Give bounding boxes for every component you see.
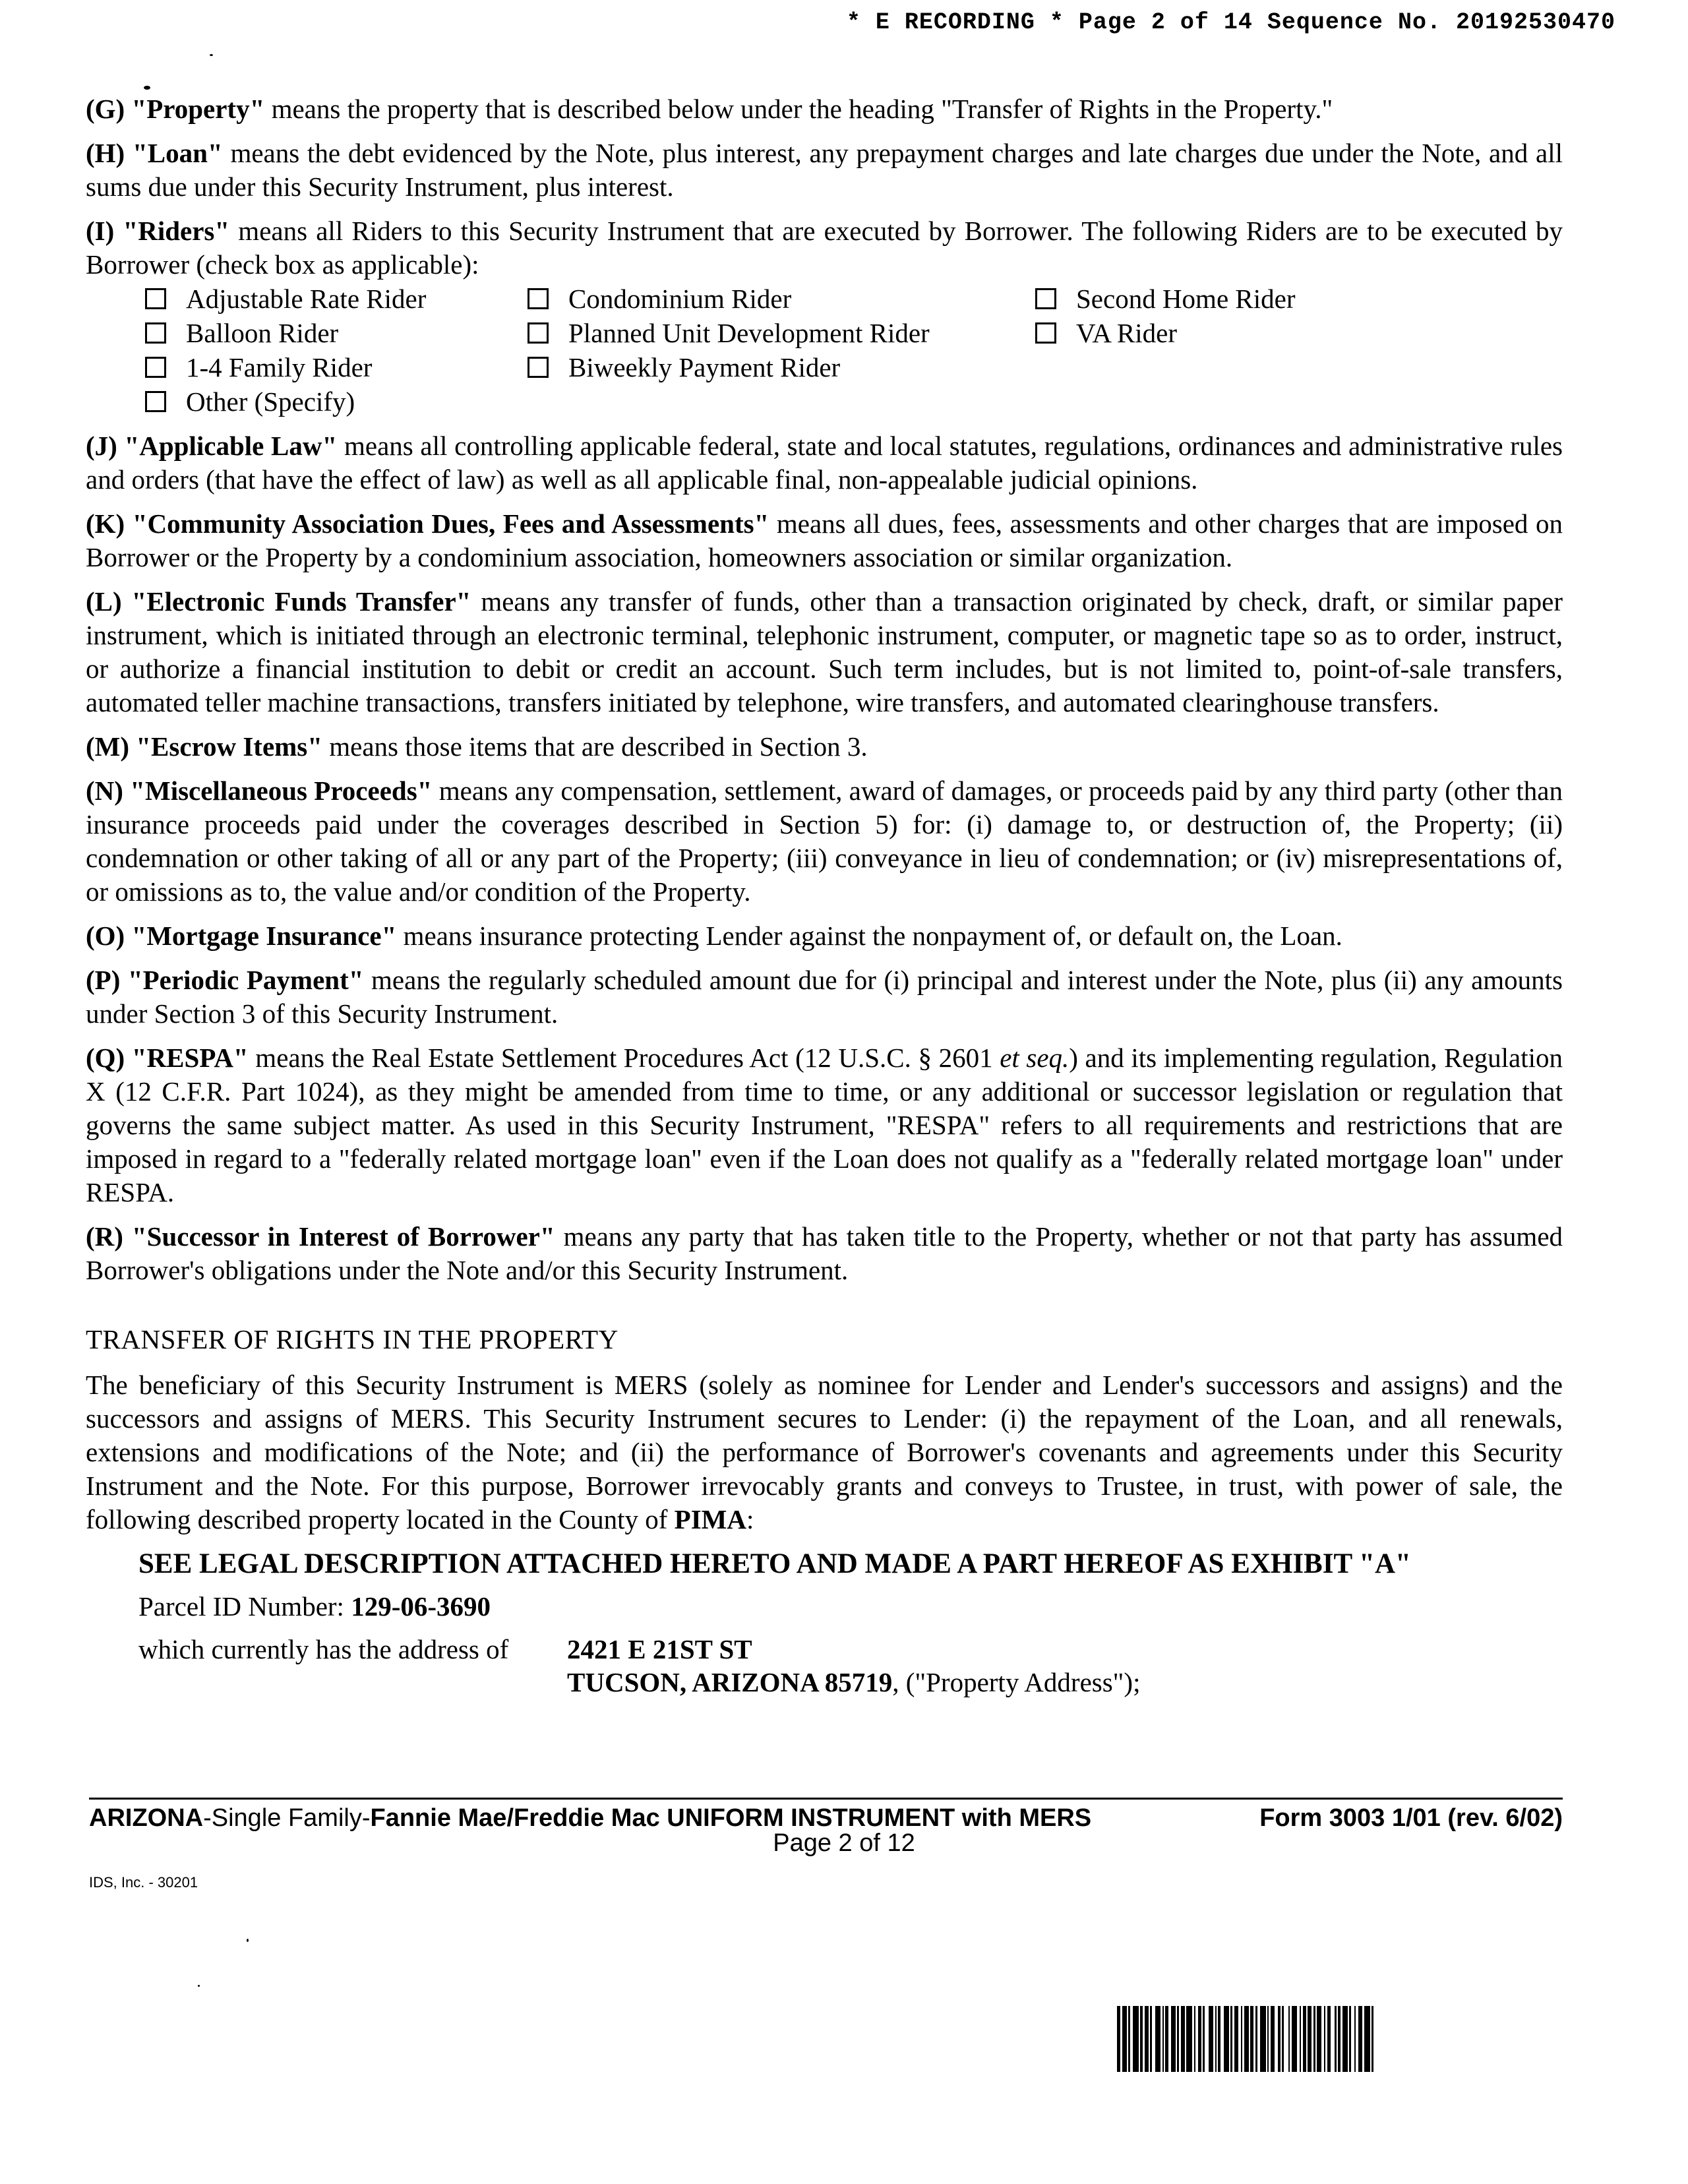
barcode-bar <box>1122 2006 1127 2072</box>
barcode-bar <box>1288 2006 1290 2072</box>
county-suffix: : <box>746 1504 754 1534</box>
rider-option[interactable] <box>145 384 528 419</box>
definition-text: means the property that is described below under the heading "Transfer of Rights in the Property." <box>264 94 1333 124</box>
checkbox[interactable] <box>528 357 549 378</box>
property-address <box>138 1633 1563 1699</box>
definition-text: means insurance protecting Lender against the nonpayment of, or default on, the Loan. <box>396 921 1342 951</box>
rider-label: Second Home Rider <box>1076 283 1296 314</box>
scan-speck <box>198 1985 200 1987</box>
definition-text: means the debt evidenced by the Note, plus interest, any prepayment charges and late charges due under the Note, and all sums due under this Security Instrument, plus interest. <box>86 138 1563 202</box>
scan-speck <box>247 1939 249 1942</box>
checkbox[interactable] <box>528 322 549 344</box>
scan-speck <box>210 54 213 56</box>
barcode-bar <box>1260 2006 1266 2072</box>
definition-riders <box>86 214 1563 282</box>
definition-property <box>86 92 1563 126</box>
footer-form-number: Form 3003 1/01 (rev. 6/02) <box>1259 1804 1563 1832</box>
checkbox[interactable] <box>528 288 549 309</box>
rider-label: Biweekly Payment Rider <box>568 351 841 382</box>
rider-label: 1-4 Family Rider <box>186 351 373 382</box>
term: (K) "Community Association Dues, Fees and Assessments" <box>86 508 769 539</box>
rider-label: Other (Specify) <box>186 386 355 417</box>
definition-text: means any party that has taken title to the Property, whether or not that party has assumed Borrower's obligations under the Note and/or this Security Instrument. <box>86 1221 1563 1285</box>
checkbox[interactable] <box>145 322 166 344</box>
barcode-bar <box>1324 2006 1325 2072</box>
checkbox[interactable] <box>145 357 166 378</box>
rider-option[interactable] <box>528 316 1035 350</box>
term: (O) "Mortgage Insurance" <box>86 921 397 951</box>
definition-text: means the Real Estate Settlement Procedures Act (12 U.S.C. § 2601 <box>248 1043 1000 1073</box>
barcode-bar <box>1255 2006 1257 2072</box>
county-name: PIMA <box>674 1504 746 1534</box>
barcode-bar <box>1282 2006 1284 2072</box>
footer-instrument: Fannie Mae/Freddie Mac UNIFORM INSTRUMENT with MERS <box>370 1804 1092 1832</box>
parcel-id <box>138 1590 1563 1623</box>
barcode-bar <box>1177 2006 1179 2072</box>
rider-label: Planned Unit Development Rider <box>568 317 930 348</box>
parcel-label: Parcel ID Number: <box>138 1591 351 1622</box>
address-lines <box>567 1633 1140 1699</box>
definition-text: ) and its implementing regulation, Regulation X (12 C.F.R. Part 1024), as they might be amended from time to time, or any additional or successor legislation or regulation that governs the same subject matter. As used in this Security Instrument, "RESPA" refers to all requirements and restrictions that are imposed in regard to a "federally related mortgage loan" even if the Loan does not qualify as a "federally related mortgage loan" under RESPA. <box>86 1043 1563 1207</box>
footer-state: ARIZONA <box>89 1804 204 1832</box>
checkbox[interactable] <box>145 288 166 309</box>
barcode-bar <box>1224 2006 1229 2072</box>
rider-option[interactable] <box>528 282 1035 316</box>
term: (J) "Applicable Law" <box>86 431 338 461</box>
term: (N) "Miscellaneous Proceeds" <box>86 775 433 806</box>
term: (I) "Riders" <box>86 216 230 246</box>
document-body <box>86 92 1563 1699</box>
barcode-bar <box>1215 2006 1217 2072</box>
barcode-bar <box>1250 2006 1253 2072</box>
barcode-bar <box>1271 2006 1275 2072</box>
recording-header: * E RECORDING * Page 2 of 14 Sequence No. 20192530470 <box>846 9 1615 36</box>
definition-successor-in-interest <box>86 1220 1563 1287</box>
barcode-bar <box>1308 2006 1311 2072</box>
legal-description: SEE LEGAL DESCRIPTION ATTACHED HERETO AND MADE A PART HEREOF AS EXHIBIT "A" <box>138 1548 1411 1579</box>
barcode-bar <box>1338 2006 1341 2072</box>
barcode-bar <box>1186 2006 1192 2072</box>
term: (L) "Electronic Funds Transfer" <box>86 586 471 617</box>
barcode-bar <box>1117 2006 1120 2072</box>
barcode-bar <box>1162 2006 1164 2072</box>
definition-text: means any compensation, settlement, award of damages, or proceeds paid by any third party (other than insurance proceeds paid under the coverages described in Section 5) for: (i) damage to, or destruction of, the Property; (ii) condemnation or other taking of all or any part of the Property; (iii) conveyance in lieu of condemnation; or (iv) misrepresentations of, or omissions as to, the value and/or condition of the Property. <box>86 775 1563 907</box>
barcode-bar <box>1155 2006 1160 2072</box>
term: (G) "Property" <box>86 94 265 124</box>
barcode-bar <box>1203 2006 1205 2072</box>
address-line-1: 2421 E 21ST ST <box>567 1634 752 1664</box>
footer-mid: -Single Family- <box>203 1804 371 1832</box>
rider-label: Condominium Rider <box>568 283 792 314</box>
barcode-bar <box>1171 2006 1176 2072</box>
definition-mortgage-insurance <box>86 919 1563 953</box>
barcode-bar <box>1234 2006 1238 2072</box>
definition-text: means all dues, fees, assessments and other charges that are imposed on Borrower or the Property by a condominium association, homeowners association or similar organization. <box>86 508 1563 572</box>
barcode-bar <box>1342 2006 1348 2072</box>
transfer-paragraph <box>86 1368 1563 1536</box>
footer-divider <box>89 1798 1563 1800</box>
barcode-bar <box>1292 2006 1297 2072</box>
barcode-bar <box>1209 2006 1213 2072</box>
address-suffix: , ("Property Address"); <box>892 1667 1141 1697</box>
definition-text: means all Riders to this Security Instrument that are executed by Borrower. The following Riders are to be executed by Borrower (check box as applicable): <box>86 216 1563 280</box>
term: (Q) "RESPA" <box>86 1043 249 1073</box>
checkbox[interactable] <box>1035 288 1056 309</box>
definition-escrow-items <box>86 730 1563 764</box>
rider-option[interactable] <box>145 282 528 316</box>
barcode-bar <box>1372 2006 1373 2072</box>
checkbox[interactable] <box>145 391 166 412</box>
definition-italic: et seq. <box>1000 1043 1070 1073</box>
checkbox[interactable] <box>1035 322 1056 344</box>
definition-text: means those items that are described in Section 3. <box>322 731 868 762</box>
definition-community-association <box>86 507 1563 574</box>
barcode-bar <box>1358 2006 1362 2072</box>
rider-option[interactable] <box>145 316 528 350</box>
barcode-bar <box>1241 2006 1242 2072</box>
barcode-bar <box>1145 2006 1149 2072</box>
definition-loan <box>86 136 1563 204</box>
footer-title <box>89 1804 1091 1833</box>
barcode-bar <box>1267 2006 1269 2072</box>
definition-text: means the regularly scheduled amount due for (i) principal and interest under the Note, plus (ii) any amounts under Section 3 of this Security Instrument. <box>86 965 1563 1029</box>
barcode-bar <box>1349 2006 1351 2072</box>
barcode-bar <box>1181 2006 1185 2072</box>
barcode-bar <box>1303 2006 1306 2072</box>
barcode-bar <box>1140 2006 1143 2072</box>
barcode-bar <box>1364 2006 1370 2072</box>
barcode-bar <box>1354 2006 1356 2072</box>
definition-applicable-law <box>86 429 1563 497</box>
barcode-bar <box>1218 2006 1221 2072</box>
barcode-image <box>1117 2006 1563 2072</box>
barcode-bar <box>1335 2006 1337 2072</box>
term: (H) "Loan" <box>86 138 223 168</box>
barcode-bar <box>1317 2006 1321 2072</box>
barcode-bar <box>1300 2006 1301 2072</box>
footer-page-number: Page 2 of 12 <box>773 1829 915 1857</box>
rider-option[interactable] <box>1035 316 1431 350</box>
definition-text: means any transfer of funds, other than a transaction originated by check, draft, or similar paper instrument, which is initiated through an electronic terminal, telephonic instrument, computer, or magnetic tape so as to order, instruct, or authorize a financial institution to debit or credit an account. Such term includes, but is not limited to, point-of-sale transfers, automated teller machine transactions, transfers initiated by telephone, wire transfers, and automated clearinghouse transfers. <box>86 586 1563 717</box>
scan-speck <box>144 86 150 90</box>
barcode-bar <box>1133 2006 1139 2072</box>
definition-electronic-funds-transfer <box>86 585 1563 719</box>
rider-label: VA Rider <box>1076 317 1178 348</box>
rider-label: Balloon Rider <box>186 317 339 348</box>
barcode-bar <box>1128 2006 1130 2072</box>
definition-respa <box>86 1041 1563 1209</box>
vendor-code: IDS, Inc. - 30201 <box>89 1874 198 1891</box>
barcode-bar <box>1244 2006 1249 2072</box>
section-heading: TRANSFER OF RIGHTS IN THE PROPERTY <box>86 1324 618 1354</box>
address-label: which currently has the address of <box>138 1634 509 1664</box>
barcode-bar <box>1198 2006 1201 2072</box>
barcode-bar <box>1278 2006 1281 2072</box>
rider-option[interactable] <box>528 350 1035 384</box>
barcode-bar <box>1327 2006 1331 2072</box>
address-line-2: TUCSON, ARIZONA 85719 <box>567 1667 893 1697</box>
rider-option[interactable] <box>145 350 528 384</box>
barcode-bar <box>1165 2006 1168 2072</box>
parcel-number: 129-06-3690 <box>351 1591 491 1622</box>
definition-periodic-payment <box>86 963 1563 1031</box>
transfer-text: The beneficiary of this Security Instrument is MERS (solely as nominee for Lender and Lender's successors and assigns) and the successors and assigns of MERS. This Security Instrument secures to Lender: (i) the repayment of the Loan, and all renewals, extensions and modifications of the Note; and (ii) the performance of Borrower's covenants and agreements under this Security Instrument and the Note. For this purpose, Borrower irrevocably grants and conveys to Trustee, in trust, with power of sale, the following described property located in the County of <box>86 1370 1563 1534</box>
term: (P) "Periodic Payment" <box>86 965 364 995</box>
barcode-bar <box>1150 2006 1152 2072</box>
definition-miscellaneous-proceeds <box>86 774 1563 909</box>
barcode-bar <box>1313 2006 1315 2072</box>
term: (M) "Escrow Items" <box>86 731 323 762</box>
rider-label: Adjustable Rate Rider <box>186 283 427 314</box>
definition-text: means all controlling applicable federal, state and local statutes, regulations, ordinances and administrative rules and orders (that have the effect of law) as well as all applicable final, non-appealable judicial opinions. <box>86 431 1563 495</box>
barcode-bar <box>1230 2006 1232 2072</box>
barcode-bar <box>1194 2006 1195 2072</box>
riders-checklist <box>145 282 1563 419</box>
rider-option[interactable] <box>1035 282 1431 316</box>
term: (R) "Successor in Interest of Borrower" <box>86 1221 555 1252</box>
